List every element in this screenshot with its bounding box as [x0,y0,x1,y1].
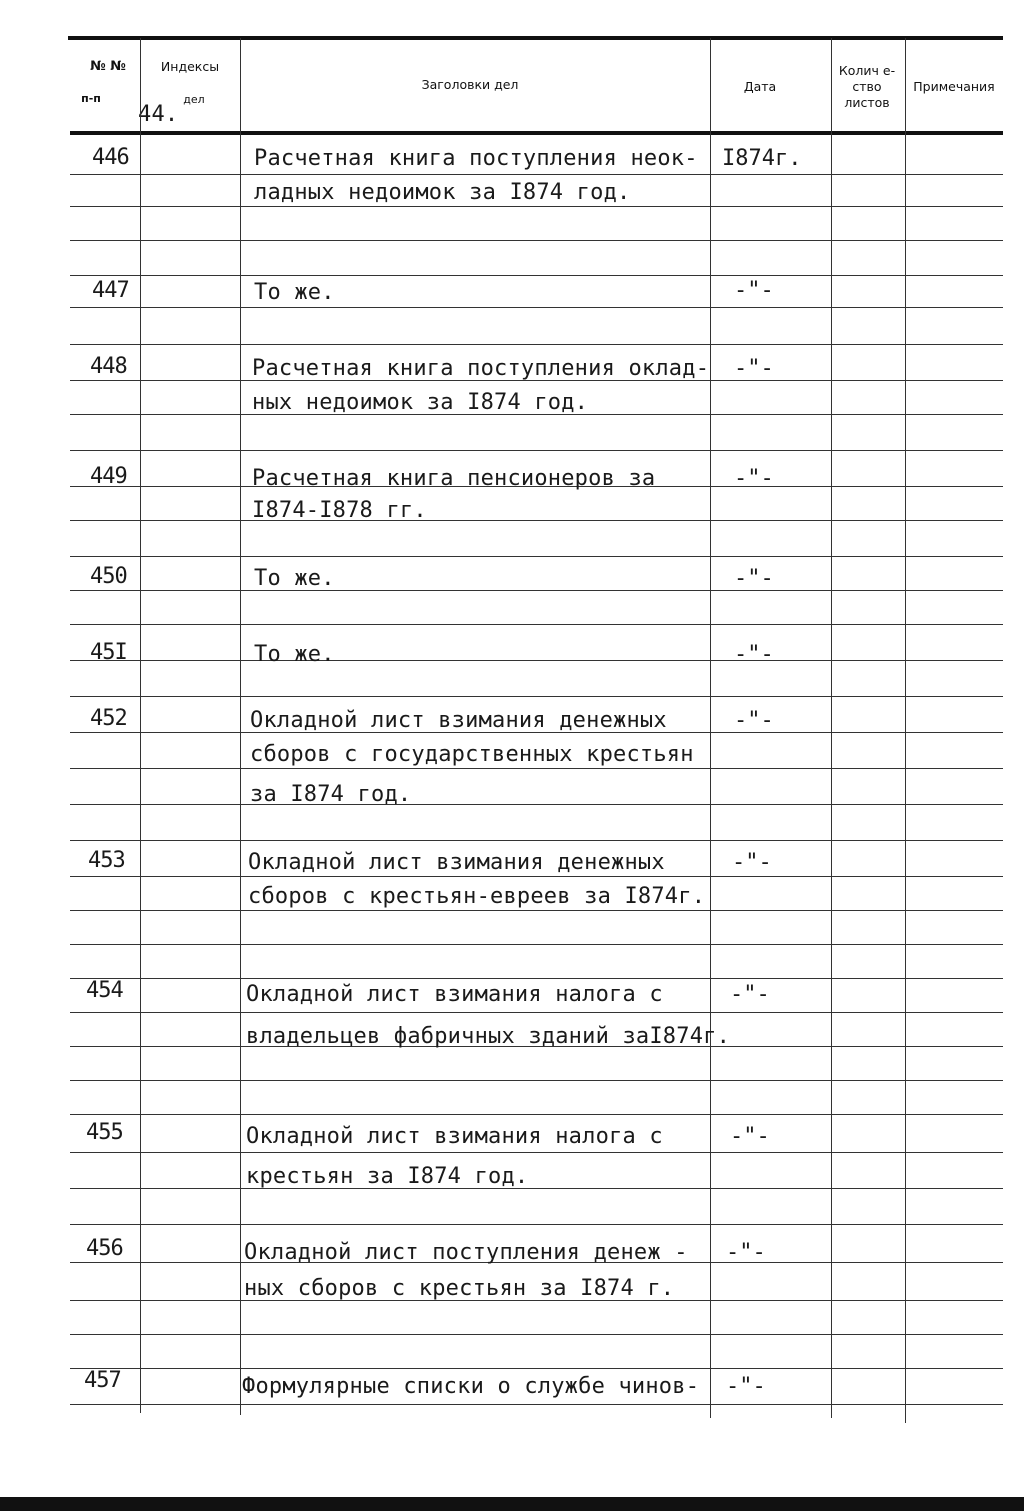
ruled-line [70,240,1003,241]
row-title-line: Окладной лист поступления денеж - [244,1240,688,1265]
header-count-label-3: листов [844,95,890,110]
row-date: -"- [730,1124,770,1149]
row-date: -"- [734,642,774,667]
ruled-line [70,1080,1003,1081]
header-notes-label: Примечания [913,79,995,94]
ruled-line [70,1404,1003,1405]
ruled-line [70,275,1003,276]
col-rule-count [831,38,832,1418]
row-number: 450 [90,564,127,589]
row-title-line: Окладной лист взимания денежных [248,850,665,875]
row-number: 452 [90,706,127,731]
ruled-line [70,1114,1003,1115]
header-date-label: Дата [743,79,777,94]
row-title-line: То же. [254,566,335,591]
ruled-line [70,1368,1003,1369]
ruled-line [70,307,1003,308]
ruled-line [70,206,1003,207]
row-title-line: сборов с государственных крестьян [250,742,694,767]
row-title-line: ных недоимок за I874 год. [252,390,589,415]
row-date: -"- [732,850,772,875]
ruled-line [70,556,1003,557]
row-title-line: ладных недоимок за I874 год. [254,180,631,205]
row-number: 453 [88,848,125,873]
ruled-line [70,344,1003,345]
col-rule-date [710,38,711,1418]
ruled-line [70,624,1003,625]
col-rule-notes [905,38,906,1423]
row-number: 449 [90,464,127,489]
ruled-line [70,804,1003,805]
row-date: -"- [730,982,770,1007]
ruled-line [70,910,1003,911]
header-index-label: Индексы [160,59,220,74]
header-titles-label: Заголовки дел [421,77,519,92]
row-date: -"- [734,466,774,491]
ruled-line [70,174,1003,175]
row-title-line: I874-I878 гг. [252,498,427,523]
row-date: -"- [734,356,774,381]
row-date: -"- [734,566,774,591]
row-title-line: Расчетная книга пенсионеров за [252,466,656,491]
row-date: -"- [726,1240,766,1265]
row-number: 456 [86,1236,123,1261]
ruled-line [70,590,1003,591]
row-title-line: Окладной лист взимания налога с [246,1124,663,1149]
row-date: -"- [734,278,774,303]
header-index-label-2: дел [183,93,205,106]
row-title-line: сборов с крестьян-евреев за I874г. [248,884,706,909]
row-title-line: Расчетная книга поступления оклад- [252,356,710,381]
row-number: 455 [86,1120,123,1145]
row-title-line: владельцев фабричных зданий заI874г. [246,1024,731,1049]
ruled-line [70,450,1003,451]
row-number: 454 [86,978,123,1003]
header-bottom-border [70,131,1003,135]
row-number: 447 [92,278,129,303]
row-title-line: Окладной лист взимания денежных [250,708,667,733]
ruled-line [70,1152,1003,1153]
row-title-line: То же. [254,642,335,667]
ruled-line [70,660,1003,661]
row-title-line: ных сборов с крестьян за I874 г. [244,1276,675,1301]
top-border [68,36,1003,40]
ruled-line [70,1224,1003,1225]
header-number-label: № № [90,59,126,74]
row-title-line: Окладной лист взимания налога с [246,982,663,1007]
row-title-line: крестьян за I874 год. [246,1164,529,1189]
row-date: -"- [734,708,774,733]
ruled-line [70,840,1003,841]
ruled-line [70,978,1003,979]
row-number: 446 [92,145,129,170]
ruled-line [70,768,1003,769]
row-number: 45I [90,640,127,665]
header-count-label-1: Колич е- [838,63,896,78]
scan-bottom-edge [0,1497,1024,1511]
ruled-line [70,1012,1003,1013]
ruled-line [70,1188,1003,1189]
header-count-label-2: ство [852,79,882,94]
header-number-label-2: п-п [81,92,101,105]
ruled-line [70,1334,1003,1335]
row-title-line: Расчетная книга поступления неок- [254,146,698,171]
ruled-line [70,520,1003,521]
ruled-line [70,696,1003,697]
row-date: I874г. [722,146,802,171]
col-rule-titles [240,38,241,1415]
row-number: 457 [84,1368,121,1393]
row-title-line: за I874 год. [250,782,412,807]
row-number: 448 [90,354,127,379]
row-title-line: Формулярные списки о службе чинов- [242,1374,700,1399]
handwritten-fond-number: 44. [138,102,179,127]
row-date: -"- [726,1374,766,1399]
ruled-line [70,876,1003,877]
row-title-line: То же. [254,280,335,305]
ruled-line [70,944,1003,945]
col-rule-index [140,38,141,1413]
